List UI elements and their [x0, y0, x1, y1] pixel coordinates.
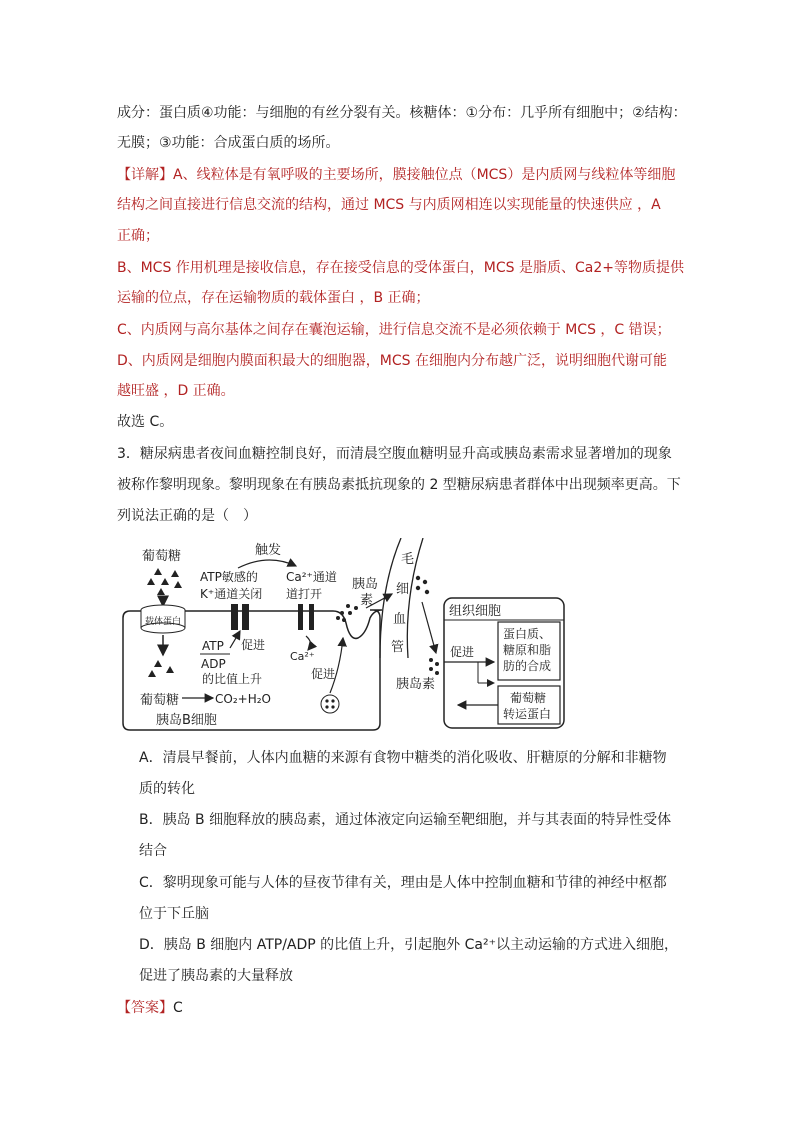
insulin-top-label-1: 胰岛: [352, 577, 379, 592]
ratio-label: 的比值上升: [202, 672, 263, 686]
glucose-triangles-inner: [148, 660, 174, 677]
k-channel-left: [231, 604, 238, 630]
ca-ion-label: Ca²⁺: [290, 650, 315, 663]
tissue-cell-label: 组织细胞: [449, 604, 502, 619]
insulin-top-label-2: 素: [360, 593, 374, 608]
option-d-line-2: 促进了胰岛素的大量释放: [139, 968, 293, 984]
k-channel-label-1: ATP敏感的: [200, 570, 258, 584]
insulin-dots-blood: [416, 576, 429, 594]
detail-d-line-2: 越旺盛 ，D 正确。: [117, 383, 235, 399]
capillary-char-2: 细: [396, 582, 410, 597]
k-channel-right: [242, 604, 249, 630]
b-cell-label: 胰岛B细胞: [156, 713, 217, 728]
question-line-2: 被称作黎明现象。黎明现象在有胰岛素抵抗现象的 2 型糖尿病患者群体中出现频率更高。下: [117, 477, 681, 493]
capillary-char-4: 管: [391, 640, 405, 655]
trigger-label: 触发: [255, 543, 282, 558]
question-line-3: 列说法正确的是（ ）: [117, 508, 257, 524]
option-b-line-2: 结合: [139, 843, 167, 859]
option-a-line-1: A．清晨早餐前，人体内血糖的来源有食物中糖类的消化吸收、肝糖原的分解和非糖物: [139, 750, 667, 766]
co2-label: CO₂+H₂O: [215, 692, 271, 706]
option-d-line-1: D．胰岛 B 细胞内 ATP/ADP 的比值上升，引起胞外 Ca²⁺以主动运输的方式进入细胞，: [139, 937, 678, 953]
promote1-label: 促进: [241, 638, 266, 652]
ca-channel-left: [298, 604, 303, 630]
detail-a-text-1: A、线粒体是有氧呼吸的主要场所，膜接触位点（MCS）是内质网与线粒体等细胞: [173, 167, 676, 183]
capillary-char-1: 毛: [401, 552, 415, 567]
detail-a-line-3: 正确；: [117, 228, 159, 244]
detail-b-line-1: B、MCS 作用机理是接收信息，存在接受信息的受体蛋白，MCS 是脂质、Ca2+等物质提供: [117, 260, 684, 276]
answer-line: [117, 998, 183, 1018]
promote2-label: 促进: [311, 667, 336, 681]
transporter-label-2: 转运蛋白: [503, 707, 552, 721]
option-c-line-1: C．黎明现象可能与人体的昼夜节律有关，理由是人体中控制血糖和节律的神经中枢都: [139, 875, 667, 891]
ca-channel-label-1: Ca²⁺通道: [286, 570, 337, 584]
glucose-inner-label: 葡萄糖: [140, 693, 180, 708]
answer-value: C: [173, 1000, 183, 1016]
option-c-line-2: 位于下丘脑: [139, 906, 209, 922]
top-line-1: 成分：蛋白质④功能：与细胞的有丝分裂有关。核糖体：①分布：几乎所有细胞中；②结构：: [117, 105, 687, 121]
capillary-char-3: 血: [393, 612, 407, 627]
glucose-top-label: 葡萄糖: [142, 549, 182, 564]
detail-d-line-1: D、内质网是细胞内膜面积最大的细胞器，MCS 在细胞内分布越广泛，说明细胞代谢可能: [117, 353, 667, 369]
ca-channel-label-2: 道打开: [286, 587, 323, 601]
option-a-line-2: 质的转化: [139, 781, 195, 797]
promote3-label: 促进: [450, 645, 475, 659]
detail-a-line-1: [117, 165, 675, 185]
option-b-line-1: B．胰岛 B 细胞释放的胰岛素，通过体液定向运输至靶细胞，并与其表面的特异性受体: [139, 812, 672, 828]
k-channel-label-2: K⁺通道关闭: [200, 587, 263, 601]
transporter-label-1: 葡萄糖: [510, 691, 547, 705]
insulin-diagram: [118, 538, 578, 738]
detail-c-line-1: C、内质网与高尔基体之间存在囊泡运输，进行信息交流不是必须依赖于 MCS ，C 错误；: [117, 322, 671, 338]
synthesis-label-2: 糖原和脂: [503, 643, 552, 657]
top-line-2: 无膜；③功能：合成蛋白质的场所。: [117, 135, 340, 151]
answer-tag: 【答案】: [117, 1000, 173, 1016]
detail-tag: 【详解】: [117, 167, 173, 183]
detail-choice: 故选 C。: [117, 414, 174, 430]
atp-label: ATP: [202, 639, 224, 653]
detail-b-line-2: 运输的位点，存在运输物质的载体蛋白 ，B 正确；: [117, 290, 430, 306]
adp-label: ADP: [201, 657, 226, 671]
insulin-vesicle: [321, 695, 339, 713]
insulin-dots-bottom: [429, 658, 439, 675]
synthesis-label-1: 蛋白质、: [503, 627, 552, 641]
glucose-triangles-top: [147, 568, 182, 595]
carrier-label: 载体蛋白: [145, 617, 182, 627]
insulin-bottom-label: 胰岛素: [396, 677, 436, 692]
question-line-1: 3．糖尿病患者夜间血糖控制良好，而清晨空腹血糖明显升高或胰岛素需求显著增加的现象: [117, 446, 672, 462]
ca-channel-right: [309, 604, 314, 630]
detail-a-line-2: 结构之间直接进行信息交流的结构，通过 MCS 与内质网相连以实现能量的快速供应 ，A: [117, 197, 661, 213]
synthesis-label-3: 肪的合成: [503, 659, 552, 673]
